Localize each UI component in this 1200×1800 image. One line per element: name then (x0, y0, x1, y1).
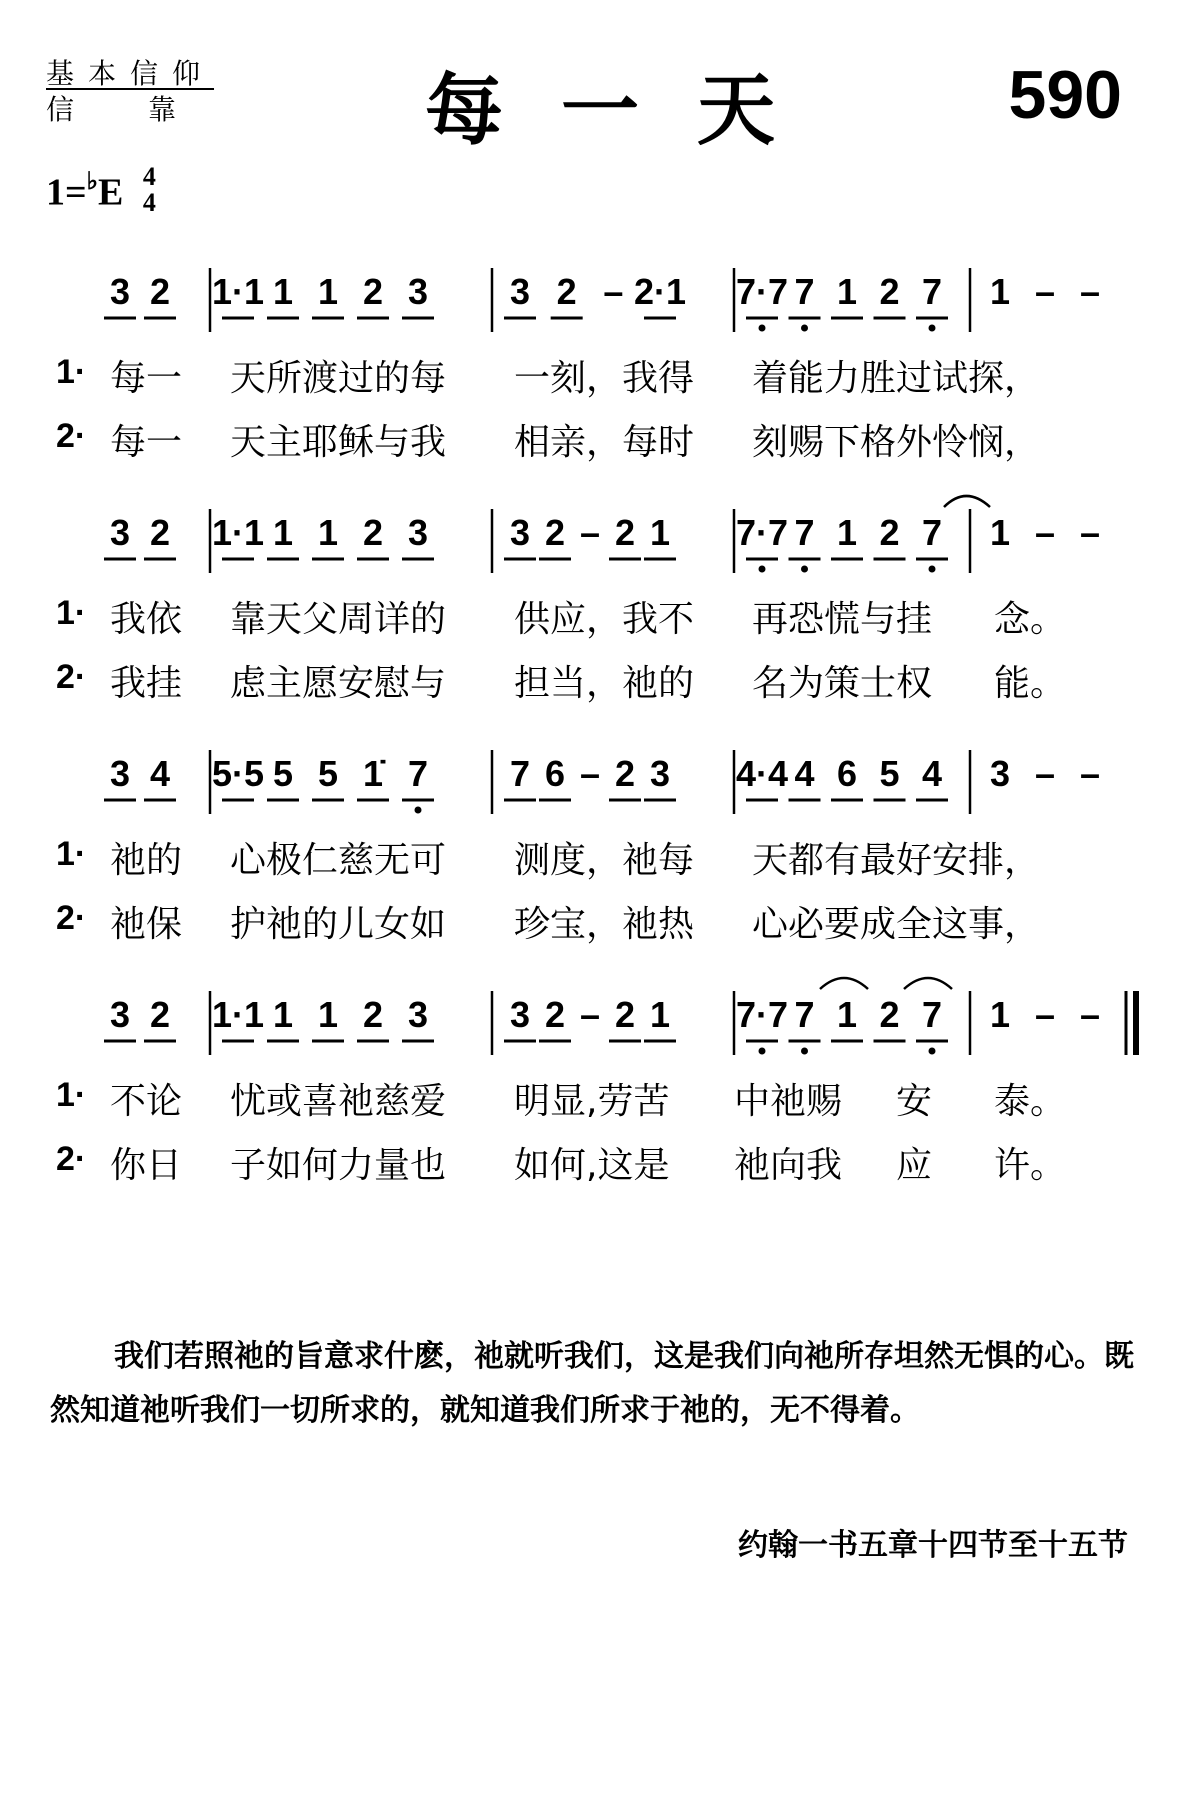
note: 2 (556, 271, 577, 312)
lyric-phrase: 念。 (994, 599, 1067, 640)
note: 2 (149, 994, 171, 1035)
note: 2 (879, 271, 900, 312)
note: 2 (614, 512, 636, 553)
lyric-phrase: 心极仁慈无可 (230, 840, 447, 881)
note: 2·1 (633, 271, 687, 312)
note: 7 (794, 994, 815, 1035)
note: 2 (149, 512, 171, 553)
note: 2 (879, 994, 900, 1035)
lyric-phrase: 子如何力量也 (230, 1145, 447, 1186)
hymn-title: 每一天 (424, 66, 833, 156)
note: 1 (317, 271, 339, 312)
note: 3 (109, 994, 131, 1035)
note: 1·1 (211, 271, 265, 312)
low-octave-dot (801, 325, 808, 332)
sustain-dash: – (603, 271, 624, 312)
verse-number: 1· (56, 353, 87, 391)
subcategory-label: 信靠 (46, 93, 251, 126)
note: 7 (509, 753, 531, 794)
note: 7·7 (735, 512, 789, 553)
note: 5·5 (211, 753, 265, 794)
low-octave-dot (929, 566, 936, 573)
note: 1 (272, 512, 294, 553)
lyric-phrase: 一刻，我得 (514, 358, 695, 399)
note: 1 (989, 994, 1011, 1035)
key-prefix: 1= (46, 171, 87, 214)
note: 4 (921, 753, 943, 794)
note: 7·7 (735, 994, 789, 1035)
sustain-dash: – (1079, 994, 1101, 1035)
low-octave-dot (759, 566, 766, 573)
note: 7 (921, 271, 943, 312)
lyric-phrase: 许。 (994, 1145, 1067, 1186)
lyric-phrase: 祂向我 (734, 1145, 843, 1186)
note: 7 (921, 994, 943, 1035)
low-octave-dot (415, 807, 422, 814)
scripture-text: 我们若照祂的旨意求什麽，祂就听我们，这是我们向祂所存坦然无惧的心。既然知道祂听我们一切所求的，就知道我们所求于祂的，无不得着。 (50, 1339, 1134, 1428)
note: 2 (362, 994, 384, 1035)
verse-number: 2· (56, 658, 87, 696)
note: 6 (544, 753, 566, 794)
note: 7 (794, 512, 815, 553)
lyric-phrase: 我依 (110, 599, 183, 640)
note: 1 (836, 512, 858, 553)
note: 3 (989, 753, 1011, 794)
note: 3 (509, 512, 531, 553)
note: 2 (544, 994, 566, 1035)
lyric-phrase: 如何,这是 (514, 1145, 670, 1186)
lyric-phrase: 祂的 (110, 840, 183, 881)
flat-sign: ♭ (86, 168, 98, 195)
lyric-phrase: 天都有最好安排， (752, 840, 1041, 881)
sustain-dash: – (579, 753, 601, 794)
sustain-dash: – (1034, 753, 1056, 794)
note: 1·1 (211, 512, 265, 553)
sustain-dash: – (1034, 994, 1056, 1035)
lyric-phrase: 着能力胜过试探， (752, 358, 1041, 399)
low-octave-dot (801, 566, 808, 573)
note: 1 (317, 512, 339, 553)
lyric-phrase: 中祂赐 (734, 1081, 843, 1122)
lyric-phrase: 忧或喜祂慈爱 (230, 1081, 447, 1122)
note: 2 (149, 271, 171, 312)
slur-arc (820, 978, 868, 989)
note: 4 (149, 753, 171, 794)
lyric-phrase: 泰。 (994, 1081, 1067, 1122)
note: 5 (272, 753, 294, 794)
lyric-phrase: 天所渡过的每 (230, 358, 447, 399)
note: 5 (879, 753, 900, 794)
note: 1 (989, 512, 1011, 553)
note: 3 (109, 753, 131, 794)
note: 4 (794, 753, 815, 794)
lyric-phrase: 不论 (110, 1081, 183, 1122)
lyric-phrase: 靠天父周详的 (230, 599, 447, 640)
time-numerator: 4 (142, 162, 156, 191)
note: 2 (614, 753, 636, 794)
note: 2 (879, 512, 900, 553)
verse-number: 2· (56, 899, 87, 937)
note: 1 (836, 271, 858, 312)
note: 7 (407, 753, 429, 794)
note: 7 (794, 271, 815, 312)
verse-number: 1· (56, 594, 87, 632)
lyric-phrase: 珍宝，祂热 (514, 904, 695, 945)
note: 3 (407, 994, 429, 1035)
lyric-phrase: 虑主愿安慰与 (230, 663, 447, 704)
sustain-dash: – (1079, 753, 1101, 794)
hymn-number: 590 (1008, 57, 1122, 133)
sustain-dash: – (1034, 512, 1056, 553)
verse-number: 1· (56, 1076, 87, 1114)
note: 7 (921, 512, 943, 553)
lyric-phrase: 名为策士权 (752, 663, 933, 704)
sustain-dash: – (1034, 271, 1056, 312)
note: 7·7 (735, 271, 789, 312)
note: 3 (109, 271, 131, 312)
note: 1̇ (362, 753, 384, 794)
key-note: E (97, 171, 124, 214)
note: 3 (109, 512, 131, 553)
lyric-phrase: 护祂的儿女如 (230, 904, 447, 945)
note: 1 (836, 994, 858, 1035)
note: 1 (272, 271, 294, 312)
note: 4·4 (735, 753, 789, 794)
slur-arc (944, 496, 990, 507)
low-octave-dot (929, 1048, 936, 1055)
note: 2 (362, 512, 384, 553)
low-octave-dot (759, 1048, 766, 1055)
lyric-phrase: 应 (896, 1145, 933, 1186)
lyric-phrase: 天主耶稣与我 (230, 422, 447, 463)
lyric-phrase: 祂保 (110, 904, 183, 945)
lyric-phrase: 供应，我不 (514, 599, 695, 640)
sustain-dash: – (1079, 512, 1101, 553)
lyric-phrase: 每一 (110, 358, 183, 399)
note: 1·1 (211, 994, 265, 1035)
note: 2 (544, 512, 566, 553)
sustain-dash: – (1079, 271, 1101, 312)
category-label: 基本信仰 (46, 57, 215, 90)
lyric-phrase: 担当，祂的 (514, 663, 695, 704)
sustain-dash: – (579, 994, 601, 1035)
lyric-phrase: 安 (896, 1081, 933, 1122)
verse-number: 1· (56, 835, 87, 873)
lyric-phrase: 能。 (994, 663, 1067, 704)
verse-number: 2· (56, 417, 87, 455)
lyric-phrase: 明显,劳苦 (514, 1081, 670, 1122)
low-octave-dot (801, 1048, 808, 1055)
note: 3 (649, 753, 671, 794)
note: 1 (272, 994, 294, 1035)
low-octave-dot (759, 325, 766, 332)
time-denominator: 4 (142, 188, 156, 217)
slur-arc (904, 978, 952, 989)
note: 1 (317, 994, 339, 1035)
lyric-phrase: 你日 (110, 1145, 183, 1186)
note: 3 (407, 271, 429, 312)
low-octave-dot (929, 325, 936, 332)
lyric-phrase: 刻赐下格外怜悯， (752, 422, 1041, 463)
lyric-phrase: 相亲，每时 (514, 422, 695, 463)
lyric-phrase: 每一 (110, 422, 183, 463)
note: 2 (362, 271, 384, 312)
verse-number: 2· (56, 1140, 87, 1178)
lyric-phrase: 再恐慌与挂 (752, 599, 933, 640)
note: 3 (509, 271, 531, 312)
lyric-phrase: 我挂 (110, 663, 183, 704)
sustain-dash: – (579, 512, 601, 553)
note: 3 (407, 512, 429, 553)
note: 6 (836, 753, 858, 794)
note: 3 (509, 994, 531, 1035)
note: 1 (649, 512, 671, 553)
note: 2 (614, 994, 636, 1035)
note: 1 (989, 271, 1011, 312)
note: 5 (317, 753, 339, 794)
scripture-reference: 约翰一书五章十四节至十五节 (738, 1528, 1128, 1563)
lyric-phrase: 心必要成全这事， (752, 904, 1041, 945)
lyric-phrase: 测度，祂每 (514, 840, 695, 881)
note: 1 (649, 994, 671, 1035)
